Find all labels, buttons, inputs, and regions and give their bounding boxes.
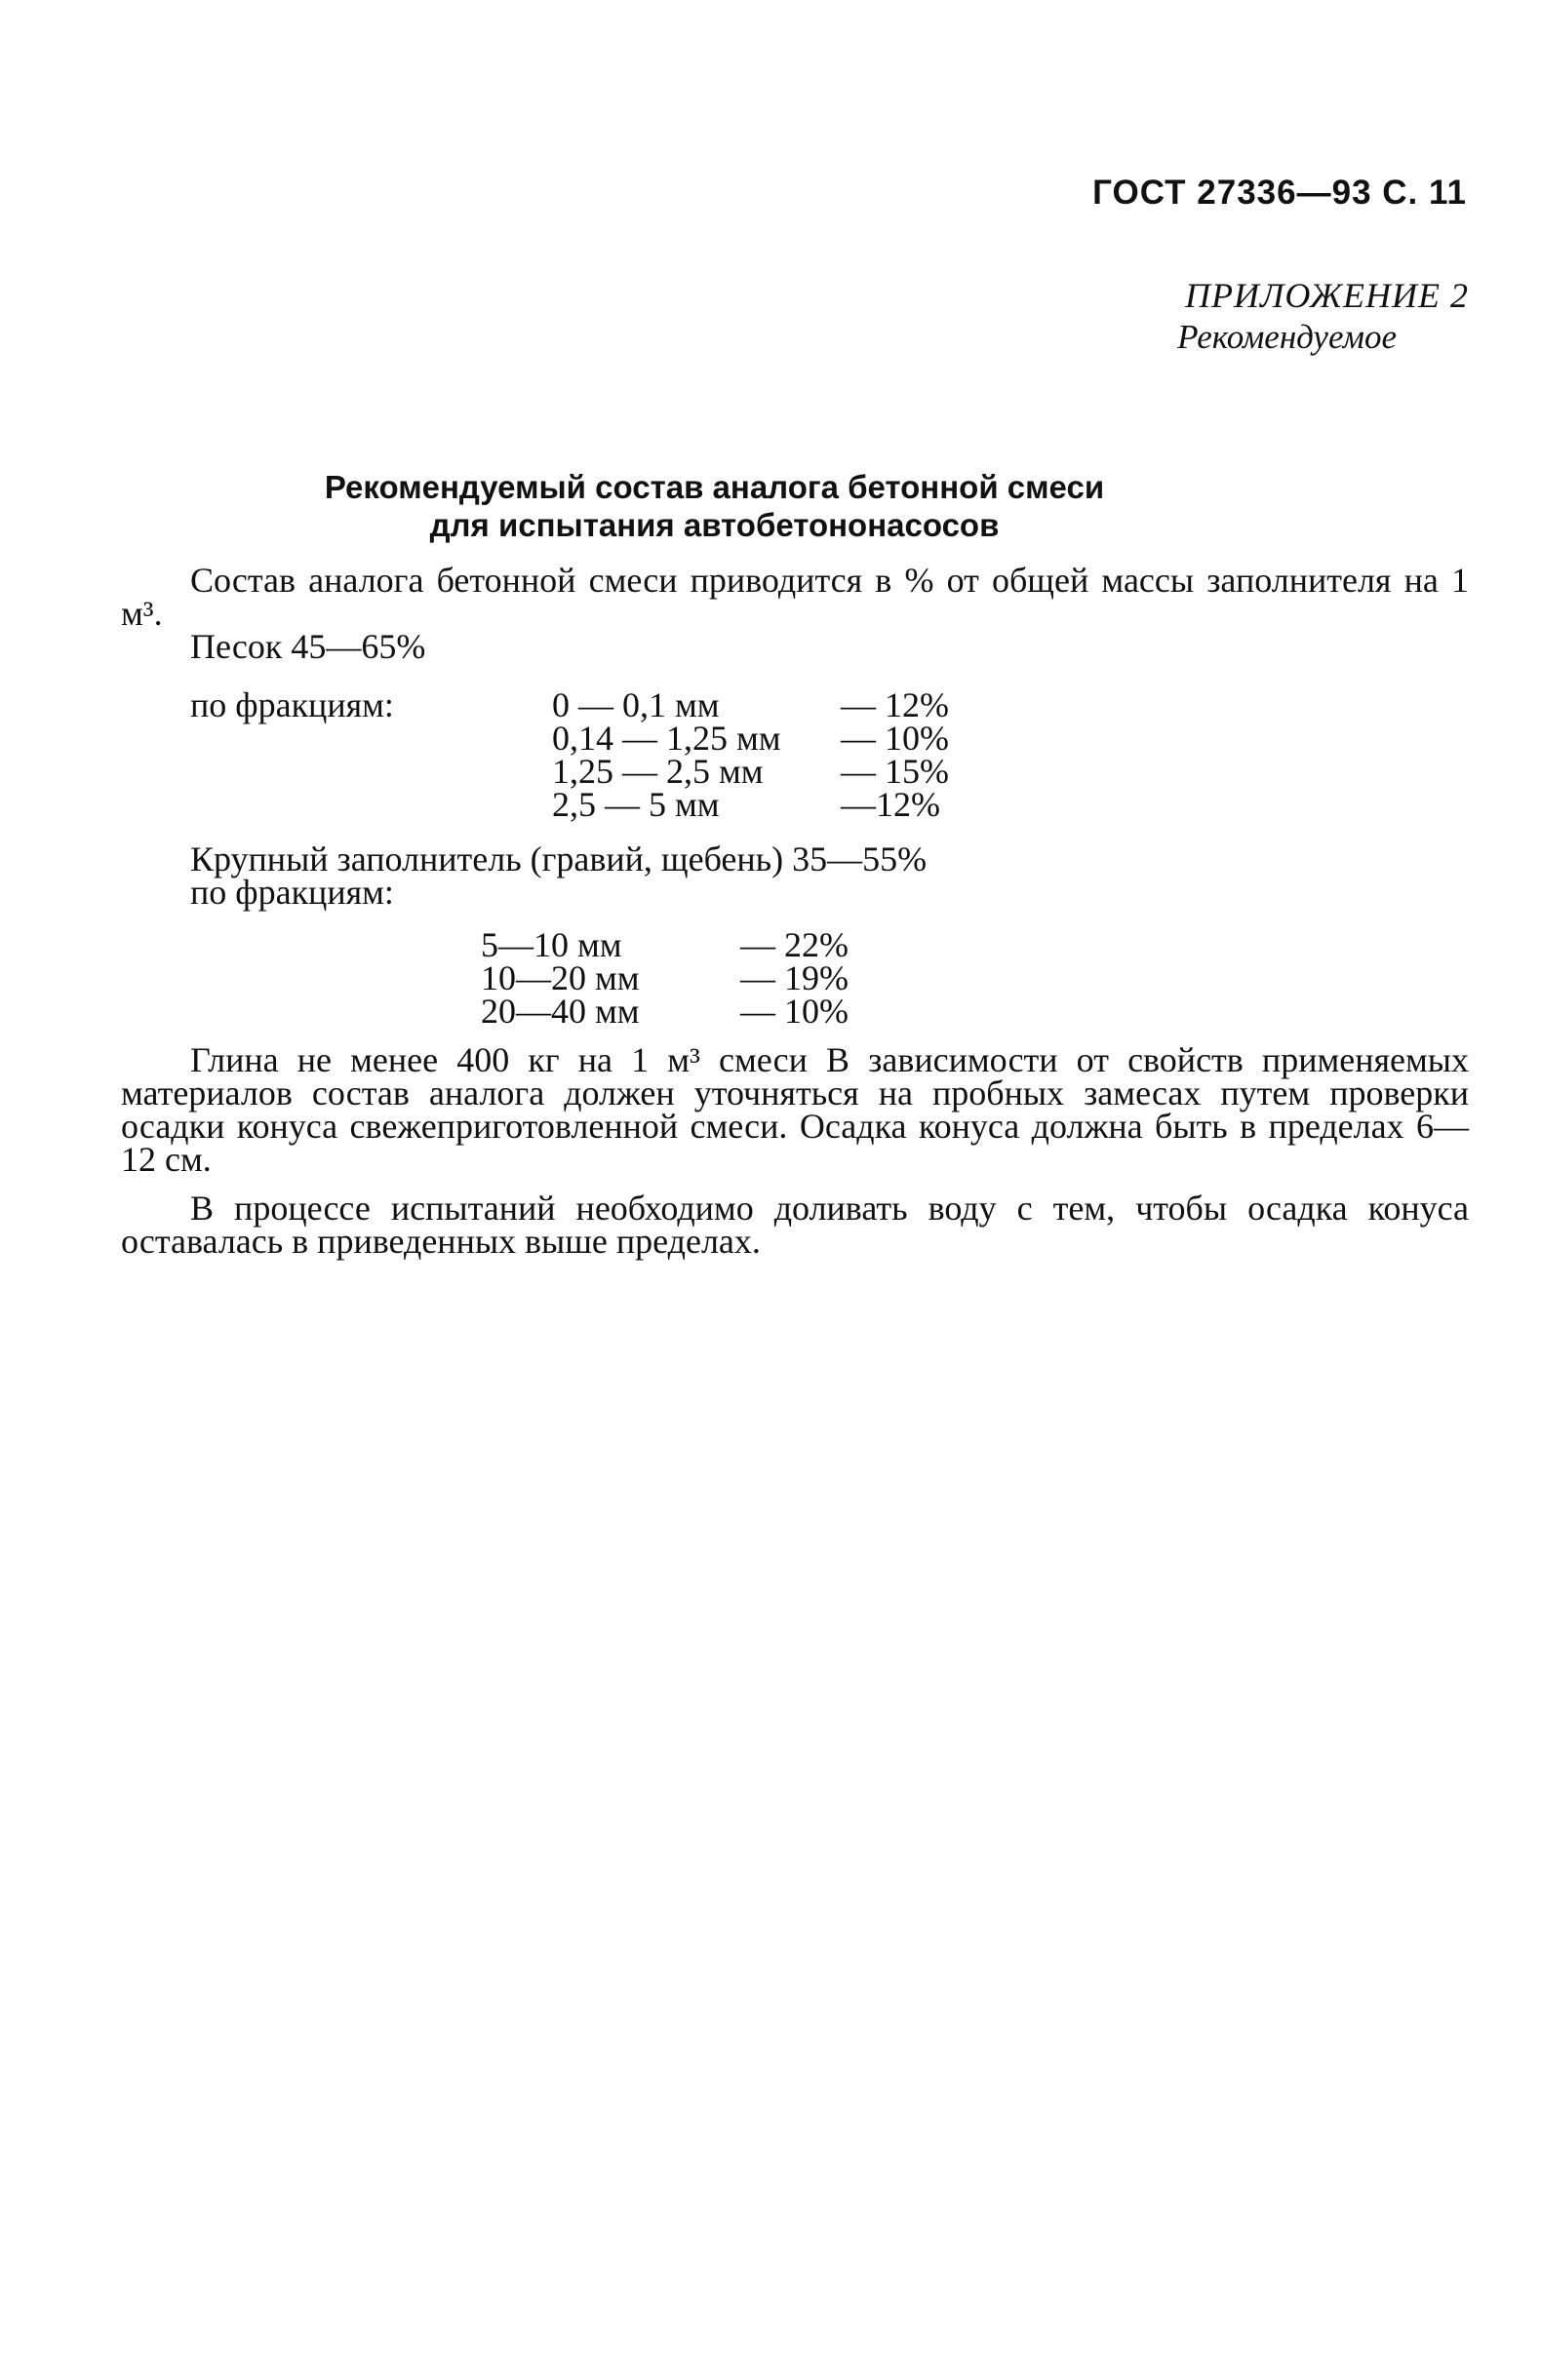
fraction-percent: — 22% xyxy=(740,925,849,964)
sand-fractions-label: по фракциям: xyxy=(190,685,394,724)
fraction-size: 0 — 0,1 мм xyxy=(552,685,720,724)
appendix-label: ПРИЛОЖЕНИЕ 2 xyxy=(1185,276,1469,315)
clay-paragraph xyxy=(121,1040,1469,1179)
fraction-percent: — 15% xyxy=(841,752,949,791)
testing-paragraph xyxy=(121,1189,1469,1261)
intro-text: Состав аналога бетонной смеси приводится в % от общей массы заполнителя на 1 м³. xyxy=(121,561,1469,633)
title-line-2: для испытания автобетононасосов xyxy=(429,507,1000,543)
fraction-size: 2,5 — 5 мм xyxy=(552,785,720,824)
fraction-percent: —12% xyxy=(841,785,940,824)
fraction-size: 20—40 мм xyxy=(481,992,640,1031)
clay-text: Глина не менее 400 кг на 1 м³ смеси В зависимости от свойств применяемых материалов состав аналога должен уточняться на пробных замесах путем проверки осадки конуса свежеприготовленной смеси. Осадка конуса должна быть в пределах 6—12 см. xyxy=(121,1040,1469,1179)
section-title xyxy=(0,468,1429,544)
fraction-size: 10—20 мм xyxy=(481,958,640,997)
fraction-percent: — 12% xyxy=(841,685,949,724)
document-reference: ГОСТ 27336—93 С. 11 xyxy=(1092,174,1467,212)
fraction-size: 1,25 — 2,5 мм xyxy=(552,752,764,791)
fraction-size: 5—10 мм xyxy=(481,925,622,964)
testing-text: В процессе испытаний необходимо доливать воду с тем, чтобы осадка конуса оставалась в приведенных выше пределах. xyxy=(121,1189,1469,1261)
fraction-size: 0,14 — 1,25 мм xyxy=(552,719,781,758)
title-line-1: Рекомендуемый состав аналога бетонной смеси xyxy=(324,469,1105,505)
coarse-heading: Крупный заполнитель (гравий, щебень) 35—55% xyxy=(190,839,928,878)
fraction-percent: — 19% xyxy=(740,958,849,997)
coarse-fractions-label: по фракциям: xyxy=(190,873,394,912)
fraction-percent: — 10% xyxy=(740,992,849,1031)
appendix-status: Рекомендуемое xyxy=(1177,318,1397,356)
sand-heading: Песок 45—65% xyxy=(190,627,426,666)
intro-paragraph xyxy=(121,561,1469,633)
fraction-percent: — 10% xyxy=(841,719,949,758)
